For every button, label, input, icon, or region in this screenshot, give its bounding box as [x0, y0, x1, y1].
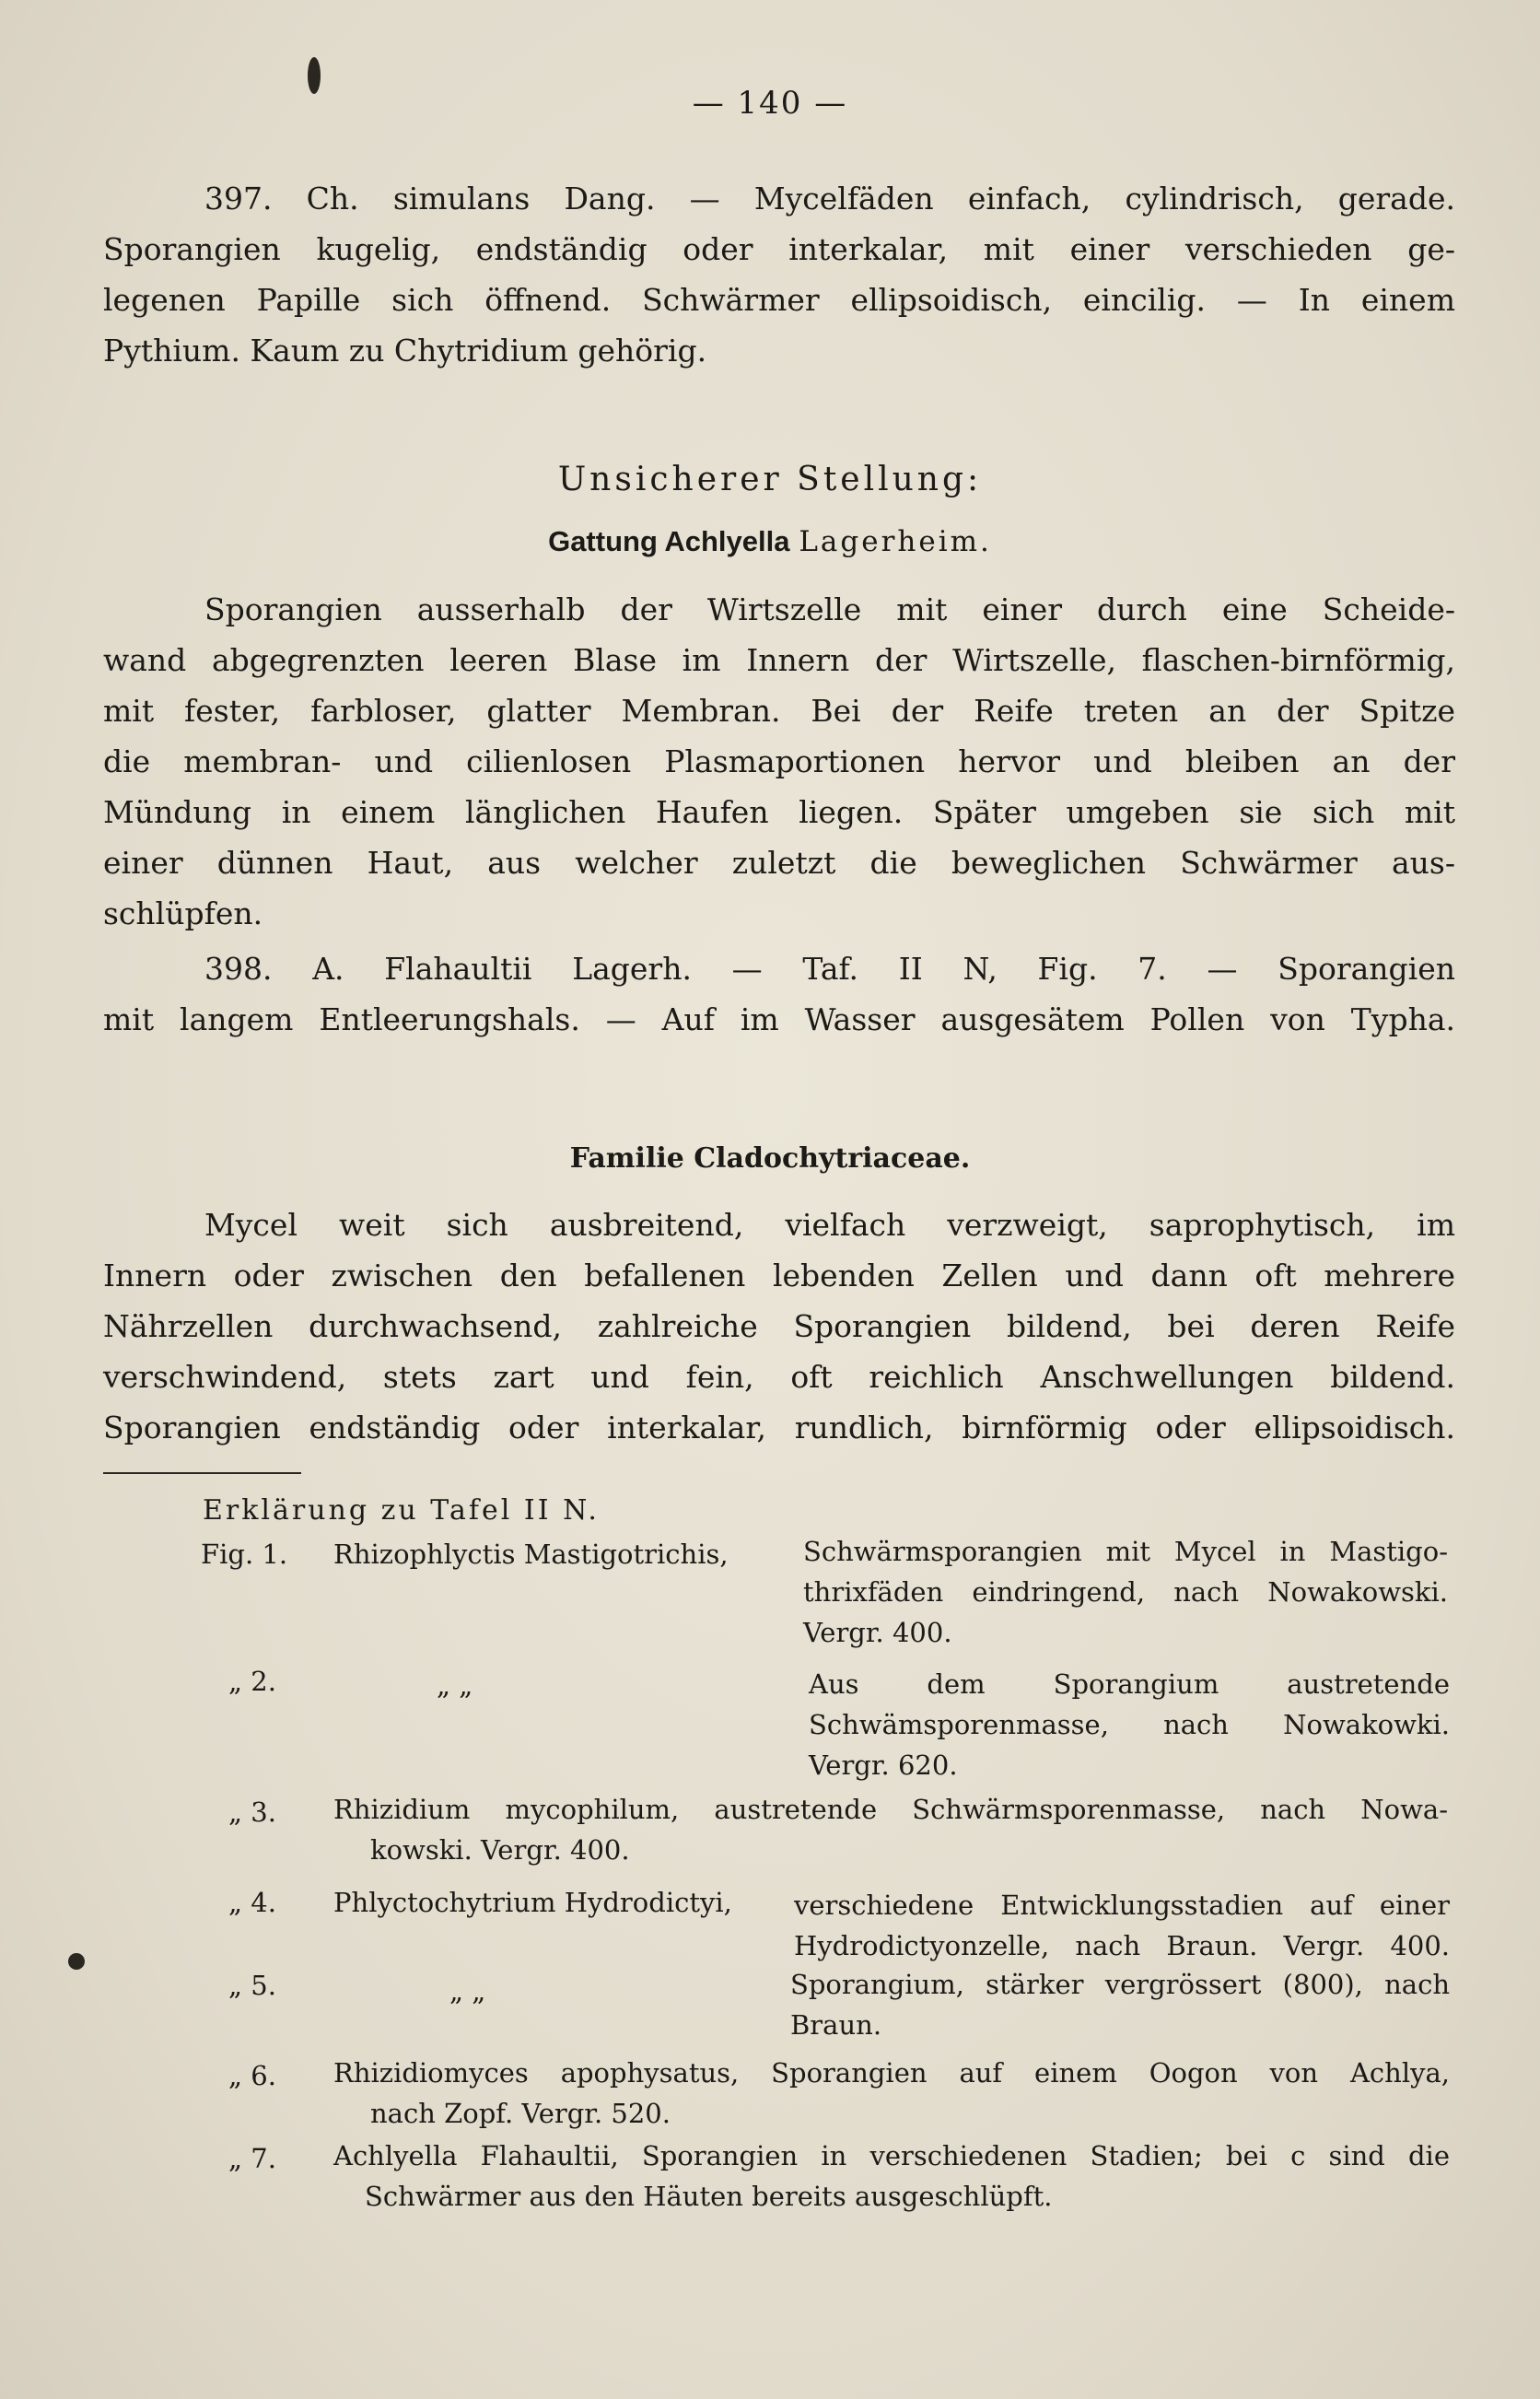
genus-author: Lagerheim. — [799, 525, 992, 558]
family-description — [103, 1200, 1455, 1453]
figure-number: „ 7. — [228, 2143, 276, 2174]
paragraph-line: Innern oder zwischen den befallenen lebenden Zellen und dann oft mehrere — [103, 1258, 1455, 1293]
figure-description-line: Schwärmer aus den Häuten bereits ausgeschlüpft. — [365, 2181, 1053, 2212]
page-number: — 140 — — [692, 85, 848, 122]
figure-species-ditto: „ „ — [449, 1975, 486, 2007]
figure-description-line: nach Zopf. Vergr. 520. — [370, 2098, 671, 2129]
paragraph-line: einer dünnen Haut, aus welcher zuletzt die beweglichen Schwärmer aus- — [103, 845, 1455, 881]
figure-number: „ 4. — [228, 1887, 276, 1918]
entry-398-line: 398. A. Flahaultii Lagerh. — Taf. II N, Fig. 7. — Sporangien — [204, 951, 1455, 987]
family-heading: Familie Cladochytriaceae. — [569, 1142, 971, 1175]
figure-description-line: Vergr. 400. — [803, 1617, 952, 1648]
paragraph-line: Mycel weit sich ausbreitend, vielfach verzweigt, saprophytisch, im — [204, 1207, 1455, 1243]
figure-description-line: Rhizidium mycophilum, austretende Schwärmsporenmasse, nach Nowa- — [333, 1794, 1448, 1825]
figure-number: „ 6. — [228, 2060, 276, 2091]
genus-description — [103, 584, 1455, 939]
entry-397-line: 397. Ch. simulans Dang. — Mycelfäden einfach, cylindrisch, gerade. — [204, 181, 1455, 216]
figure-description-line: kowski. Vergr. 400. — [370, 1834, 630, 1866]
figure-description — [794, 1885, 1450, 1966]
entry-398 — [103, 943, 1455, 1045]
figure-number: „ 3. — [228, 1796, 276, 1828]
paragraph-line: wand abgegrenzten leeren Blase im Innern der Wirtszelle, flaschen-birnförmig, — [103, 642, 1455, 678]
figure-description-line: thrixfäden eindringend, nach Nowakowski. — [803, 1576, 1448, 1608]
entry-397 — [103, 173, 1455, 376]
figure-description-line: Aus dem Sporangium austretende — [809, 1668, 1450, 1700]
paragraph-line: verschwindend, stets zart und fein, oft reichlich Anschwellungen bildend. — [103, 1359, 1455, 1395]
figure-description-line: Braun. — [790, 2009, 882, 2041]
figure-species: Phlyctochytrium Hydrodictyi, — [333, 1887, 732, 1918]
figure-description — [803, 1531, 1448, 1653]
print-speck — [68, 1953, 85, 1970]
figure-species-ditto: „ „ — [437, 1669, 473, 1701]
figure-number: Fig. 1. — [201, 1539, 288, 1570]
footnote-divider — [103, 1472, 301, 1474]
figure-description — [809, 1664, 1450, 1785]
figure-description-line: Achlyella Flahaultii, Sporangien in verschiedenen Stadien; bei c sind die — [333, 2140, 1450, 2171]
entry-397-line: Sporangien kugelig, endständig oder interkalar, mit einer verschieden ge- — [103, 231, 1455, 267]
footnote-heading: Erklärung zu Tafel II N. — [203, 1494, 600, 1527]
figure-number: „ 5. — [228, 1970, 276, 2001]
figure-description-line: Sporangium, stärker vergrössert (800), nach — [790, 1969, 1450, 2000]
figure-description-line: Rhizidiomyces apophysatus, Sporangien auf einem Oogon von Achlya, — [333, 2057, 1450, 2089]
paragraph-line: mit fester, farbloser, glatter Membran. Bei der Reife treten an der Spitze — [103, 693, 1455, 729]
figure-number: „ 2. — [228, 1666, 276, 1697]
genus-label: Gattung Achlyella — [548, 525, 790, 557]
figure-description-line: Vergr. 620. — [809, 1750, 958, 1781]
paragraph-line: Sporangien endständig oder interkalar, rundlich, birnförmig oder ellipsoidisch. — [103, 1410, 1455, 1445]
paragraph-line: Mündung in einem länglichen Haufen liegen. Später umgeben sie sich mit — [103, 794, 1455, 830]
section-heading: Unsicherer Stellung: — [557, 461, 983, 498]
paragraph-line: Nährzellen durchwachsend, zahlreiche Sporangien bildend, bei deren Reife — [103, 1308, 1455, 1344]
figure-description-line: Schwärmsporangien mit Mycel in Mastigo- — [803, 1536, 1448, 1567]
paragraph-line: Sporangien ausserhalb der Wirtszelle mit einer durch eine Scheide- — [204, 591, 1455, 627]
figure-description — [333, 1789, 1448, 1870]
entry-397-line: legenen Papille sich öffnend. Schwärmer ellipsoidisch, eincilig. — In einem — [103, 282, 1455, 318]
figure-description — [790, 1964, 1450, 2045]
entry-397-line: Pythium. Kaum zu Chytridium gehörig. — [103, 333, 707, 369]
figure-description-line: verschiedene Entwicklungsstadien auf einer — [794, 1890, 1450, 1921]
figure-description-line: Hydrodictyonzelle, nach Braun. Vergr. 400. — [794, 1930, 1450, 1961]
paragraph-line: die membran- und cilienlosen Plasmaportionen hervor und bleiben an der — [103, 743, 1455, 779]
figure-description — [333, 2053, 1450, 2134]
figure-description — [333, 2136, 1450, 2217]
genus-heading — [0, 525, 1540, 558]
paragraph-line: schlüpfen. — [103, 895, 263, 931]
figure-species: Rhizophlyctis Mastigotrichis, — [333, 1539, 729, 1570]
entry-398-line: mit langem Entleerungshals. — Auf im Wasser ausgesätem Pollen von Typha. — [103, 1001, 1455, 1037]
figure-description-line: Schwämsporenmasse, nach Nowakowki. — [809, 1709, 1450, 1740]
